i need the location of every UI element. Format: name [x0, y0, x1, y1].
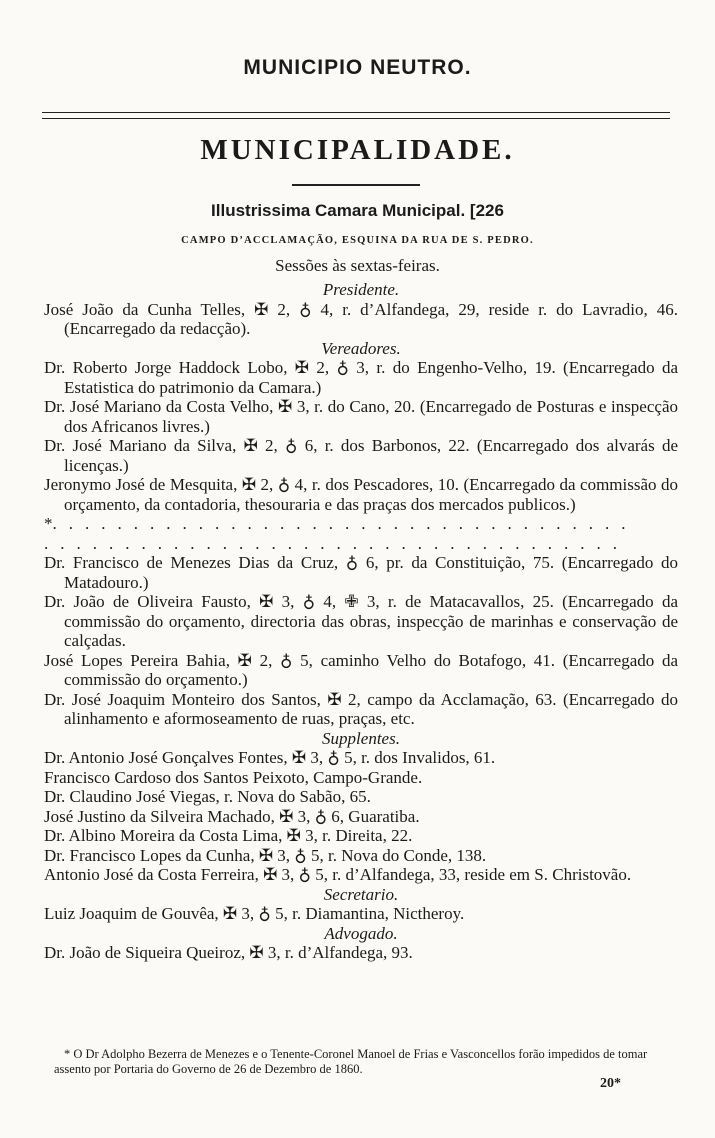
alderman-entry: Dr. Francisco de Menezes Dias da Cruz, ♁ 6, pr. da Constituição, 75. (Encarregado do Matadouro.) [44, 553, 678, 592]
alderman-entry: Dr. José Mariano da Silva, ✠ 2, ♁ 6, r. dos Barbonos, 22. (Encarregado dos alvarás de licenças.) [44, 436, 678, 475]
lawyer-entry: Dr. João de Siqueira Queiroz, ✠ 3, r. d’Alfandega, 93. [44, 943, 413, 962]
signature-mark: 20* [600, 1076, 621, 1091]
alderman-entry: Dr. Roberto Jorge Haddock Lobo, ✠ 2, ♁ 3, r. do Engenho-Velho, 19. (Encarregado da Estatistica do patrimonio da Camara.) [44, 358, 678, 397]
president-entry: José João da Cunha Telles, ✠ 2, ♁ 4, r. d’Alfandega, 29, reside r. do Lavradio, 46. (Encarregado da redacção). [44, 299, 678, 338]
footnote-marker: * [44, 514, 53, 533]
heading-supplentes: Supplentes. [322, 728, 400, 748]
sessions-note: Sessões às sextas-feiras. [275, 256, 440, 275]
heading-vereadores: Vereadores. [321, 338, 401, 358]
heading-secretario: Secretario. [323, 884, 399, 904]
substitute-entry: Francisco Cardoso dos Santos Peixoto, Campo-Grande. [44, 767, 423, 787]
substitute-entry: Dr. Albino Moreira da Costa Lima, ✠ 3, r. Direita, 22. [44, 826, 413, 845]
alderman-entry: Dr. João de Oliveira Fausto, ✠ 3, ♁ 4, ✙ 3, r. de Matacavallos, 25. (Encarregado da commissão do orçamento, directoria das obras, inspecção de marinhas e conservação de calçadas. [44, 592, 678, 650]
substitute-entry: Antonio José da Costa Ferreira, ✠ 3, ♁ 5, r. d’Alfandega, 33, reside em S. Christovão. [44, 865, 632, 884]
heading-advogado: Advogado. [324, 923, 398, 943]
alderman-entry: José Lopes Pereira Bahia, ✠ 2, ♁ 5, caminho Velho do Botafogo, 41. (Encarregado da commissão do orçamento.) [44, 650, 678, 689]
alderman-entry: Dr. José Mariano da Costa Velho, ✠ 3, r. do Cano, 20. (Encarregado de Posturas e inspecção dos Africanos livres.) [44, 397, 678, 436]
footnote: * O Dr Adolpho Bezerra de Menezes e o Tenente-Coronel Manoel de Frias e Vasconcellos forão impedidos de tomar assento por Portaria do Governo de 26 de Dezembro de 1860. [54, 1047, 648, 1076]
member-list [44, 280, 678, 963]
alderman-entry: Dr. José Joaquim Monteiro dos Santos, ✠ 2, campo da Acclamação, 63. (Encarregado do alinhamento e aformoseamento de ruas, praças, etc. [44, 689, 678, 728]
page-title: MUNICIPALIDADE. [200, 134, 515, 166]
omission-dots [44, 514, 678, 534]
substitute-entry: Dr. Antonio José Gonçalves Fontes, ✠ 3, ♁ 5, r. dos Invalidos, 61. [44, 748, 496, 767]
double-rule [42, 112, 670, 119]
substitute-entry: Dr. Francisco Lopes da Cunha, ✠ 3, ♁ 5, r. Nova do Conde, 138. [44, 845, 487, 865]
running-head: MUNICIPIO NEUTRO. [243, 56, 472, 79]
substitute-entry: Dr. Claudino José Viegas, r. Nova do Sabão, 65. [44, 787, 371, 806]
substitute-entry: José Justino da Silveira Machado, ✠ 3, ♁ 6, Guaratiba. [44, 806, 420, 826]
dot-fill-2: .................................... [44, 533, 629, 553]
alderman-entry: Jeronymo José de Mesquita, ✠ 2, ♁ 4, r. dos Pescadores, 10. (Encarregado da commissão do orçamento, da contadoria, thesouraria e das praças dos mercados publicos.) [44, 475, 678, 514]
secretary-entry: Luiz Joaquim de Gouvêa, ✠ 3, ♁ 5, r. Diamantina, Nictheroy. [44, 904, 465, 923]
heading-presidente: Presidente. [322, 280, 400, 299]
omission-dots [44, 534, 678, 554]
title-rule [292, 184, 420, 186]
dot-fill-1: .................................... [52, 514, 638, 533]
council-address: CAMPO D’ACCLAMAÇÃO, ESQUINA DA RUA DE S. PEDRO. [181, 235, 534, 246]
council-heading: Illustrissima Camara Municipal. [226 [211, 201, 504, 220]
